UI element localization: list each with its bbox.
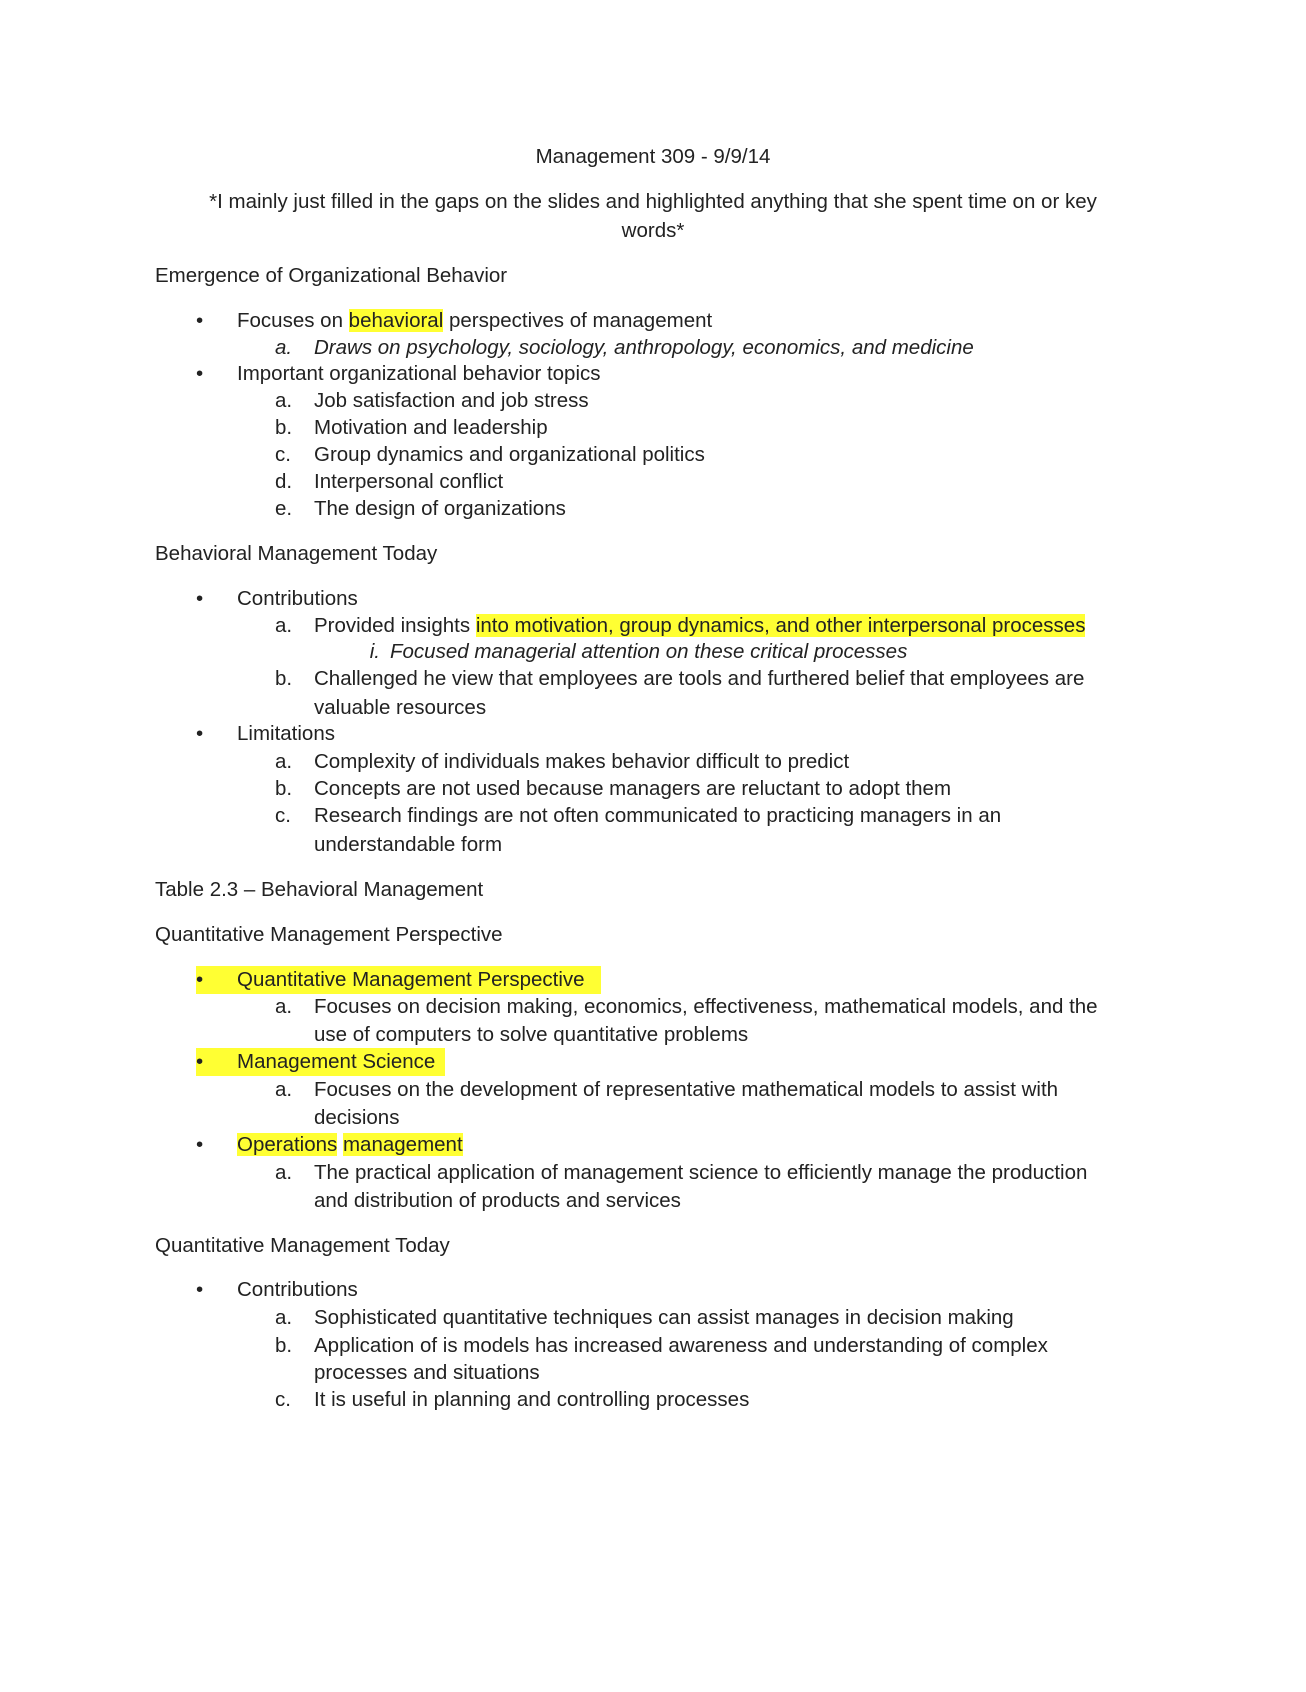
item-quant-focus-line-2: use of computers to solve quantitative problems [314,1023,749,1046]
item-challenged-view-line-2: valuable resources [314,696,487,719]
highlight-behavioral: behavioral [348,309,444,332]
item-label: c. [275,443,291,466]
bullet-limitations: Limitations [237,722,335,745]
list-item: Motivation and leadership [314,416,548,439]
item-label: i. [369,640,380,663]
list-item: Job satisfaction and job stress [314,389,589,412]
item-label: a. [275,1078,293,1101]
list-item: Group dynamics and organizational politics [314,443,705,466]
highlight-insights: into motivation, group dynamics, and other interpersonal processes [475,614,1086,637]
item-label: a. [275,614,293,637]
item-research-line-2: understandable form [314,833,503,856]
item-label: a. [275,750,293,773]
bullet-marker: • [196,1050,204,1073]
item-quant-focus-line-1: Focuses on decision making, economics, effectiveness, mathematical models, and the [314,995,1098,1018]
item-label: a. [275,1306,293,1329]
section-heading-quantitative: Quantitative Management Perspective [155,923,503,946]
section-heading-emergence: Emergence of Organizational Behavior [155,264,508,287]
item-label: b. [275,777,293,800]
list-item: It is useful in planning and controlling processes [314,1388,750,1411]
list-item: Interpersonal conflict [314,470,504,493]
item-challenged-view-line-1: Challenged he view that employees are tools and furthered belief that employees are [314,667,1085,690]
item-application-line-1: Application of is models has increased awareness and understanding of complex [314,1334,1048,1357]
item-label: a. [275,389,293,412]
list-item: Sophisticated quantitative techniques can assist manages in decision making [314,1306,1014,1329]
item-operations-line-2: and distribution of products and services [314,1189,681,1212]
item-provided-insights: Provided insights into motivation, group dynamics, and other interpersonal processes [314,614,1086,637]
list-item: The design of organizations [314,497,566,520]
page-title: Management 309 - 9/9/14 [535,145,771,168]
item-label: d. [275,470,293,493]
item-label: e. [275,497,293,520]
bullet-quantitative-perspective: Quantitative Management Perspective [237,968,585,991]
item-operations-line-1: The practical application of management science to efficiently manage the production [314,1161,1088,1184]
item-label: b. [275,667,293,690]
item-draws-on-disciplines: Draws on psychology, sociology, anthropology, economics, and medicine [314,336,974,359]
bullet-marker: • [196,1278,204,1301]
item-label: c. [275,1388,291,1411]
intro-note-line-1: *I mainly just filled in the gaps on the slides and highlighted anything that she spent time on or key [209,190,1097,213]
item-mgmt-science-line-2: decisions [314,1106,400,1129]
bullet-contributions: Contributions [237,587,358,610]
item-label: a. [275,995,293,1018]
bullet-marker: • [196,309,204,332]
item-label: b. [275,416,293,439]
bullet-management-science: Management Science [237,1050,436,1073]
bullet-ob-topics: Important organizational behavior topics [237,362,601,385]
table-reference: Table 2.3 – Behavioral Management [155,878,484,901]
item-label: a. [275,336,293,359]
intro-note-line-2: words* [621,219,685,242]
bullet-operations-management [237,1131,463,1159]
item-label: a. [275,1161,293,1184]
bullet-marker: • [196,1133,204,1156]
list-item: Concepts are not used because managers are reluctant to adopt them [314,777,952,800]
bullet-marker: • [196,968,204,991]
bullet-marker: • [196,362,204,385]
item-label: b. [275,1334,293,1357]
section-heading-quantitative-today: Quantitative Management Today [155,1234,450,1257]
item-label: c. [275,804,291,827]
bullet-behavioral-focus: Focuses on behavioral perspectives of management [237,309,713,332]
list-item: Complexity of individuals makes behavior difficult to predict [314,750,850,773]
highlight-management: management [342,1133,463,1156]
bullet-marker: • [196,722,204,745]
section-heading-behavioral-today: Behavioral Management Today [155,542,438,565]
item-application-line-2: processes and situations [314,1361,540,1384]
subitem-focused-attention: Focused managerial attention on these critical processes [390,640,908,663]
highlight-operations: Operations [237,1133,338,1156]
item-mgmt-science-line-1: Focuses on the development of representative mathematical models to assist with [314,1078,1059,1101]
item-research-line-1: Research findings are not often communicated to practicing managers in an [314,804,1002,827]
bullet-marker: • [196,587,204,610]
bullet-contributions-quant: Contributions [237,1278,358,1301]
